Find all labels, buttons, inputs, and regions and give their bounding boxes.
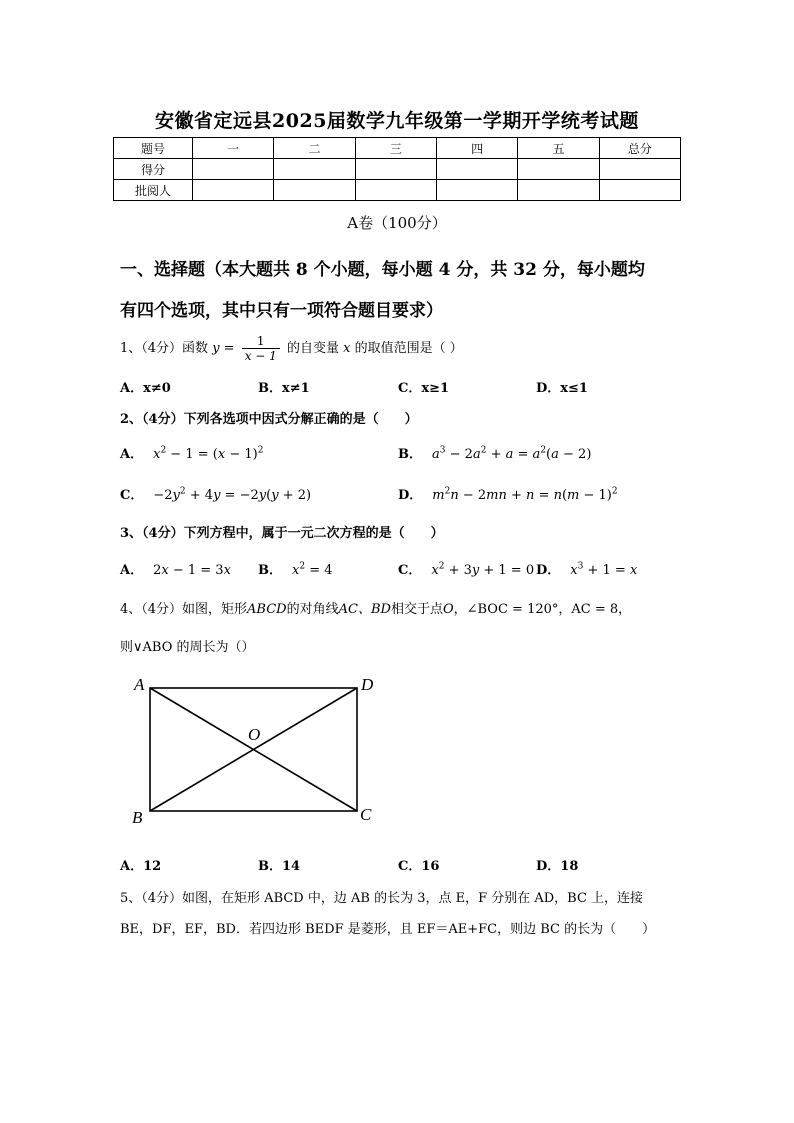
label-c: C: [360, 805, 372, 824]
question-5-line2: BE，DF，EF，BD．若四边形 BEDF 是菱形，且 EF＝AE+FC，则边 BC 的长为（ ）: [120, 922, 656, 937]
q1-option-a: A．x≠0: [120, 381, 171, 396]
q2-option-a: A． $x^2 - 1 = (x - 1)^2$: [120, 445, 264, 462]
q2-label-d: D．: [398, 488, 423, 503]
table-cell: [355, 180, 436, 201]
q1-option-d: D．x≤1: [536, 381, 588, 396]
table-cell: 四: [436, 138, 517, 159]
score-table: [113, 137, 681, 201]
q3-option-a: A． 2x − 1 = 3x: [120, 563, 231, 578]
q4-option-b: B．14: [258, 859, 301, 874]
q4-option-c: C．16: [398, 859, 440, 874]
table-cell: [274, 180, 355, 201]
table-cell: [518, 159, 599, 180]
q4-diag: AC、BD: [338, 602, 391, 617]
q4-mid2: 相交于点: [390, 602, 443, 617]
table-cell: 总分: [599, 138, 680, 159]
table-cell: 一: [193, 138, 274, 159]
label-b: B: [132, 808, 143, 827]
question-2: 2、（4分）下列各选项中因式分解正确的是（ ）: [120, 412, 418, 427]
table-cell: 五: [518, 138, 599, 159]
table-cell: [436, 180, 517, 201]
label-d: D: [361, 675, 374, 694]
table-cell: 二: [274, 138, 355, 159]
q4-cond: ，∠BOC = 120°，AC = 8，: [453, 602, 632, 617]
label-a: A: [134, 675, 145, 694]
q1-y: y =: [212, 341, 235, 356]
table-cell: [355, 159, 436, 180]
q1-numerator: 1: [242, 334, 280, 349]
q3-label-d: D．: [536, 563, 561, 578]
q2-label-b: B．: [398, 447, 422, 462]
table-cell: [274, 159, 355, 180]
q4-mid: 的对角线: [286, 602, 339, 617]
table-row: [114, 138, 681, 159]
question-5-line1: 5、（4分）如图，在矩形 ABCD 中，边 AB 的长为 3，点 E，F 分别在 AD，BC 上，连接: [120, 891, 644, 906]
q4-option-d: D．18: [536, 859, 579, 874]
q3-label-b: B．: [258, 563, 282, 578]
q3-option-c: C． $x^2 + 3y + 1 = 0$: [398, 561, 535, 578]
q2-option-c: C． $-2y^2 + 4y = -2y(y + 2)$: [120, 486, 312, 503]
q1-suffix2: 的取值范围是（ ）: [354, 341, 463, 356]
table-cell: [599, 180, 680, 201]
table-cell: 得分: [114, 159, 193, 180]
q1-fraction: [242, 334, 280, 363]
q4-prefix: 4、（4分）如图，矩形: [120, 602, 248, 617]
question-4-line1: [120, 598, 631, 617]
table-cell: [599, 159, 680, 180]
table-cell: [518, 180, 599, 201]
q1-suffix: 的自变量: [286, 341, 339, 356]
page-title: 安徽省定远县2025届数学九年级第一学期开学统考试题: [155, 110, 639, 132]
q3-option-d: D． $x^3 + 1 = x$: [536, 561, 638, 578]
q1-option-b: B．x≠1: [258, 381, 310, 396]
question-1: [120, 334, 463, 363]
q2-label-a: A．: [120, 447, 144, 462]
label-o: O: [248, 725, 261, 744]
part1-heading-line2: 有四个选项，其中只有一项符合题目要求）: [120, 301, 443, 321]
q2-label-c: C．: [120, 488, 144, 503]
table-cell: 题号: [114, 138, 193, 159]
table-cell: [436, 159, 517, 180]
table-cell: 批阅人: [114, 180, 193, 201]
q2-option-d: D． $m^2n - 2mn + n = n(m - 1)^2$: [398, 486, 618, 503]
section-a-heading: A卷（100分）: [347, 214, 447, 232]
q2-option-b: B． $a^3 - 2a^2 + a = a^2(a - 2)$: [398, 445, 592, 462]
q4-rect: ABCD: [247, 602, 287, 617]
q1-var: x: [343, 341, 351, 356]
rectangle-figure: [128, 672, 388, 832]
q3-label-c: C．: [398, 563, 422, 578]
question-3: 3、（4分）下列方程中，属于一元二次方程的是（ ）: [120, 526, 444, 541]
table-cell: [193, 159, 274, 180]
table-cell: [193, 180, 274, 201]
question-4-line2: 则∨ABO 的周长为（）: [120, 640, 255, 655]
q4-point: O: [442, 602, 454, 617]
part1-heading-line1: 一、选择题（本大题共 8 个小题，每小题 4 分，共 32 分，每小题均: [120, 260, 645, 280]
q3-option-b: B． $x^2 = 4$: [258, 561, 333, 578]
q4-option-a: A．12: [120, 859, 162, 874]
q1-denominator: x − 1: [244, 349, 277, 363]
q3-label-a: A．: [120, 563, 144, 578]
table-row: [114, 159, 681, 180]
q1-option-c: C．x≥1: [398, 381, 450, 396]
table-cell: 三: [355, 138, 436, 159]
table-row: [114, 180, 681, 201]
q1-prefix: 1、（4分）函数: [120, 341, 209, 356]
